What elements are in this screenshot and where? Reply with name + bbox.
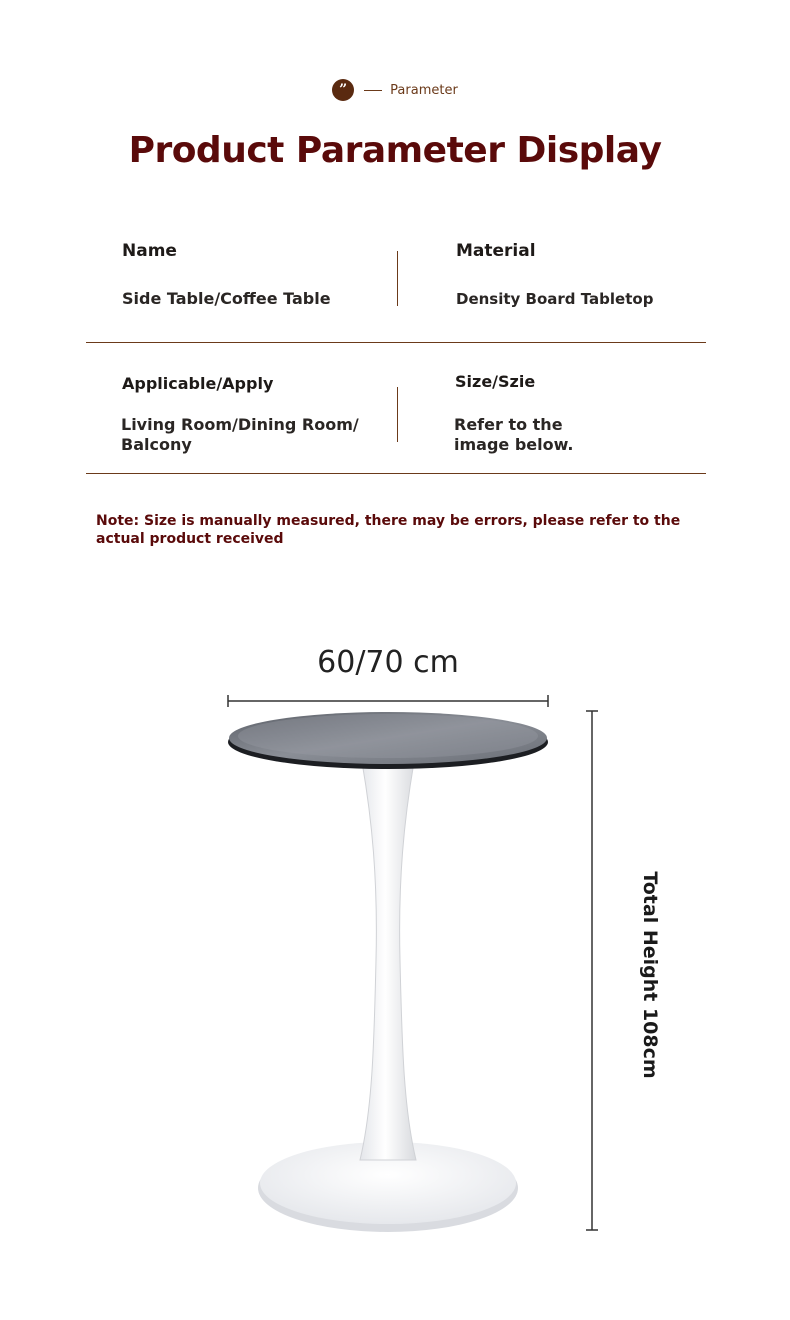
quote-icon: ” bbox=[332, 79, 354, 101]
table-illustration bbox=[0, 600, 790, 1280]
column-divider bbox=[397, 387, 398, 442]
size-value-line1: Refer to the bbox=[454, 415, 563, 434]
section-header bbox=[0, 78, 790, 102]
size-value-line2: image below. bbox=[454, 435, 574, 454]
size-value bbox=[454, 415, 573, 455]
applicable-value-line2: Balcony bbox=[121, 435, 192, 454]
height-dimension-line bbox=[586, 711, 598, 1230]
width-dimension-line bbox=[228, 695, 548, 707]
name-value: Side Table/Coffee Table bbox=[122, 289, 331, 308]
applicable-value bbox=[121, 415, 359, 455]
column-divider bbox=[397, 251, 398, 306]
row-divider bbox=[86, 473, 706, 474]
material-value: Density Board Tabletop bbox=[456, 290, 654, 308]
page-title: Product Parameter Display bbox=[128, 130, 662, 171]
applicable-value-line1: Living Room/Dining Room/ bbox=[121, 415, 359, 434]
name-label: Name bbox=[122, 241, 177, 261]
size-note: Note: Size is manually measured, there may be errors, please refer to the actual product received bbox=[96, 513, 681, 547]
size-label: Size/Szie bbox=[455, 372, 536, 391]
row-divider bbox=[86, 342, 706, 343]
material-label: Material bbox=[456, 241, 536, 261]
section-label: Parameter bbox=[390, 82, 458, 98]
header-divider-line bbox=[364, 90, 382, 91]
width-dimension-label: 60/70 cm bbox=[317, 645, 459, 680]
height-dimension-label: Total Height 108cm bbox=[639, 871, 661, 1079]
applicable-label: Applicable/Apply bbox=[122, 374, 274, 393]
